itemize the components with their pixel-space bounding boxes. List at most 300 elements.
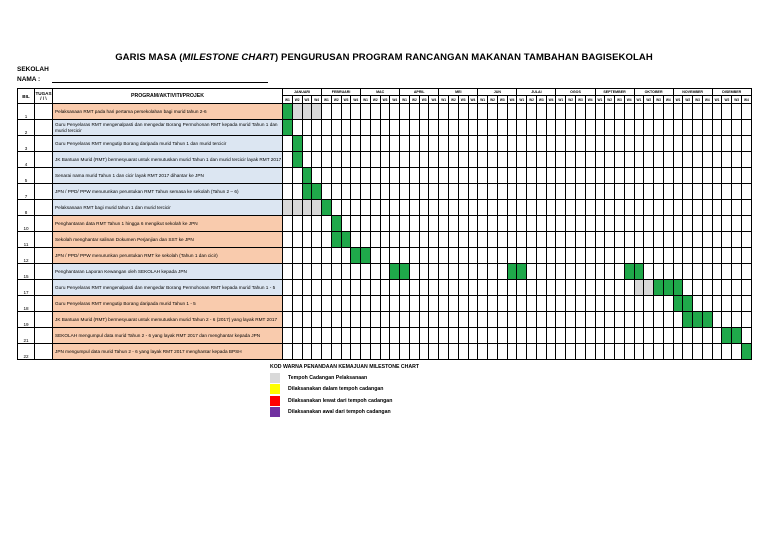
week-cell	[693, 280, 703, 296]
week-cell	[673, 152, 683, 168]
week-cell	[497, 280, 507, 296]
week-cell	[556, 232, 566, 248]
week-cell	[644, 280, 654, 296]
week-cell	[702, 216, 712, 232]
week-cell	[449, 280, 459, 296]
week-cell	[615, 280, 625, 296]
week-cell	[322, 136, 332, 152]
week-cell	[702, 152, 712, 168]
week-cell	[331, 312, 341, 328]
week-cell	[741, 328, 751, 344]
week-cell	[722, 216, 732, 232]
week-cell	[683, 312, 693, 328]
week-cell	[429, 168, 439, 184]
week-cell	[468, 264, 478, 280]
week-header: W3	[341, 96, 351, 104]
week-cell	[732, 184, 742, 200]
week-cell	[302, 168, 312, 184]
month-header: OKTOBER	[634, 89, 673, 96]
week-cell	[400, 200, 410, 216]
week-cell	[654, 152, 664, 168]
row-program: Guru Penyelaras RMT mengenalpasti dan mengedar Borang Permohonan RMT kepada murid Tahun 1 - 5	[53, 280, 283, 296]
row-bil: 1	[18, 104, 35, 120]
week-cell	[439, 280, 449, 296]
week-cell	[605, 344, 615, 360]
week-cell	[302, 200, 312, 216]
week-cell	[605, 248, 615, 264]
week-cell	[683, 264, 693, 280]
week-cell	[497, 120, 507, 136]
week-cell	[302, 248, 312, 264]
week-cell	[331, 136, 341, 152]
week-cell	[722, 136, 732, 152]
week-cell	[458, 104, 468, 120]
week-cell	[722, 200, 732, 216]
week-cell	[536, 152, 546, 168]
week-cell	[693, 296, 703, 312]
week-cell	[673, 248, 683, 264]
week-cell	[478, 344, 488, 360]
week-cell	[341, 168, 351, 184]
week-cell	[361, 344, 371, 360]
week-cell	[585, 312, 595, 328]
week-cell	[292, 280, 302, 296]
week-cell	[419, 328, 429, 344]
week-cell	[693, 200, 703, 216]
week-cell	[449, 312, 459, 328]
week-header: W1	[322, 96, 332, 104]
week-cell	[556, 120, 566, 136]
week-cell	[429, 152, 439, 168]
week-cell	[615, 152, 625, 168]
week-cell	[517, 184, 527, 200]
week-cell	[556, 296, 566, 312]
week-header: W4	[741, 96, 751, 104]
week-header: W1	[712, 96, 722, 104]
week-cell	[361, 328, 371, 344]
week-cell	[458, 152, 468, 168]
week-cell	[654, 136, 664, 152]
week-cell	[556, 152, 566, 168]
week-cell	[605, 104, 615, 120]
week-cell	[341, 200, 351, 216]
week-cell	[693, 312, 703, 328]
nama-underline	[52, 82, 268, 83]
week-cell	[712, 200, 722, 216]
week-cell	[605, 216, 615, 232]
week-cell	[712, 216, 722, 232]
week-cell	[634, 328, 644, 344]
week-cell	[409, 280, 419, 296]
table-row	[18, 248, 752, 264]
week-cell	[312, 264, 322, 280]
week-cell	[449, 344, 459, 360]
week-cell	[536, 168, 546, 184]
week-cell	[615, 136, 625, 152]
week-cell	[722, 168, 732, 184]
week-cell	[390, 280, 400, 296]
week-cell	[624, 264, 634, 280]
week-cell	[312, 296, 322, 312]
week-cell	[468, 152, 478, 168]
week-cell	[546, 264, 556, 280]
row-bil: 22	[18, 344, 35, 360]
row-program: Pelaksanaan RMT pada hari pertama persekolahan bagi murid tahun 2-6	[53, 104, 283, 120]
week-cell	[663, 152, 673, 168]
week-cell	[605, 200, 615, 216]
week-cell	[458, 120, 468, 136]
week-cell	[312, 120, 322, 136]
week-cell	[634, 232, 644, 248]
week-cell	[644, 312, 654, 328]
week-cell	[478, 280, 488, 296]
week-cell	[370, 152, 380, 168]
week-cell	[341, 232, 351, 248]
week-cell	[722, 296, 732, 312]
week-cell	[478, 312, 488, 328]
week-cell	[624, 216, 634, 232]
row-program: Guru Penyelaras RMT mengutip Borang daripada murid Tahun 1 dan murid tercicir	[53, 136, 283, 152]
week-cell	[624, 344, 634, 360]
week-cell	[683, 184, 693, 200]
week-cell	[341, 264, 351, 280]
week-cell	[712, 232, 722, 248]
week-cell	[312, 328, 322, 344]
week-cell	[390, 200, 400, 216]
week-cell	[546, 168, 556, 184]
milestone-table	[17, 88, 752, 360]
week-cell	[497, 216, 507, 232]
week-cell	[585, 152, 595, 168]
week-cell	[497, 312, 507, 328]
week-cell	[595, 312, 605, 328]
title-prefix: GARIS MASA (	[115, 52, 183, 63]
week-cell	[351, 248, 361, 264]
week-cell	[517, 152, 527, 168]
week-cell	[400, 280, 410, 296]
week-cell	[322, 120, 332, 136]
month-header: FEBRUARI	[322, 89, 361, 96]
week-cell	[615, 216, 625, 232]
week-cell	[595, 200, 605, 216]
week-cell	[341, 312, 351, 328]
week-cell	[341, 328, 351, 344]
week-cell	[624, 136, 634, 152]
week-header: W2	[409, 96, 419, 104]
week-cell	[654, 168, 664, 184]
week-header: W4	[546, 96, 556, 104]
week-cell	[312, 344, 322, 360]
week-cell	[517, 344, 527, 360]
week-cell	[370, 168, 380, 184]
week-cell	[566, 232, 576, 248]
week-cell	[429, 264, 439, 280]
week-cell	[732, 344, 742, 360]
week-cell	[507, 344, 517, 360]
week-cell	[585, 280, 595, 296]
week-cell	[585, 232, 595, 248]
week-cell	[283, 168, 293, 184]
week-cell	[634, 168, 644, 184]
week-cell	[419, 264, 429, 280]
week-cell	[302, 312, 312, 328]
week-cell	[478, 328, 488, 344]
week-cell	[390, 328, 400, 344]
week-cell	[449, 264, 459, 280]
week-cell	[302, 104, 312, 120]
week-cell	[654, 232, 664, 248]
week-cell	[556, 216, 566, 232]
week-cell	[458, 136, 468, 152]
week-cell	[409, 152, 419, 168]
week-header: W4	[663, 96, 673, 104]
week-cell	[507, 184, 517, 200]
week-cell	[673, 216, 683, 232]
week-cell	[429, 120, 439, 136]
week-cell	[312, 152, 322, 168]
week-cell	[341, 184, 351, 200]
week-cell	[673, 312, 683, 328]
week-cell	[361, 264, 371, 280]
week-cell	[439, 200, 449, 216]
week-cell	[419, 184, 429, 200]
week-cell	[400, 152, 410, 168]
week-cell	[527, 200, 537, 216]
week-cell	[615, 200, 625, 216]
week-cell	[370, 120, 380, 136]
week-cell	[712, 184, 722, 200]
week-cell	[390, 216, 400, 232]
week-cell	[497, 136, 507, 152]
week-cell	[615, 248, 625, 264]
week-cell	[683, 200, 693, 216]
week-cell	[341, 104, 351, 120]
week-header: W3	[575, 96, 585, 104]
week-cell	[390, 296, 400, 312]
week-cell	[644, 120, 654, 136]
week-cell	[741, 136, 751, 152]
week-cell	[497, 232, 507, 248]
week-cell	[478, 248, 488, 264]
week-cell	[468, 184, 478, 200]
week-cell	[322, 312, 332, 328]
row-program: JPN / PPD/ PPW menurunkan peruntukan RMT ke sekolah (Tahun 1 dan cicir)	[53, 248, 283, 264]
week-cell	[341, 280, 351, 296]
week-cell	[673, 136, 683, 152]
legend-item	[270, 395, 419, 407]
table-row	[18, 184, 752, 200]
week-cell	[644, 184, 654, 200]
week-cell	[702, 248, 712, 264]
week-cell	[283, 120, 293, 136]
week-cell	[370, 312, 380, 328]
week-cell	[283, 200, 293, 216]
legend-title: KOD WARNA PENANDAAN KEMAJUAN MILESTONE CHART	[270, 364, 419, 370]
week-cell	[634, 216, 644, 232]
week-cell	[536, 184, 546, 200]
month-header: NOVEMBER	[673, 89, 712, 96]
week-cell	[546, 328, 556, 344]
week-cell	[595, 296, 605, 312]
week-cell	[732, 312, 742, 328]
week-cell	[478, 264, 488, 280]
week-cell	[312, 168, 322, 184]
week-cell	[302, 328, 312, 344]
week-header: W1	[400, 96, 410, 104]
week-cell	[663, 216, 673, 232]
week-cell	[341, 344, 351, 360]
week-cell	[595, 120, 605, 136]
week-cell	[722, 184, 732, 200]
week-cell	[575, 168, 585, 184]
week-cell	[331, 104, 341, 120]
week-cell	[644, 328, 654, 344]
legend-label: Dilaksanakan dalam tempoh cadangan	[288, 386, 384, 393]
week-cell	[488, 296, 498, 312]
week-cell	[722, 328, 732, 344]
sekolah-label: SEKOLAH	[17, 66, 49, 73]
week-header: W3	[497, 96, 507, 104]
week-cell	[302, 152, 312, 168]
week-cell	[370, 200, 380, 216]
week-cell	[419, 296, 429, 312]
week-cell	[644, 296, 654, 312]
week-cell	[702, 184, 712, 200]
week-cell	[556, 184, 566, 200]
week-cell	[497, 168, 507, 184]
week-cell	[292, 248, 302, 264]
week-header: W4	[390, 96, 400, 104]
week-cell	[634, 152, 644, 168]
week-cell	[302, 344, 312, 360]
week-cell	[361, 248, 371, 264]
week-cell	[341, 152, 351, 168]
week-cell	[702, 328, 712, 344]
week-cell	[390, 312, 400, 328]
week-cell	[351, 232, 361, 248]
week-header: W3	[536, 96, 546, 104]
week-cell	[624, 168, 634, 184]
week-cell	[283, 152, 293, 168]
week-cell	[673, 296, 683, 312]
week-cell	[693, 104, 703, 120]
legend	[270, 364, 419, 418]
week-cell	[634, 104, 644, 120]
week-cell	[390, 248, 400, 264]
week-cell	[331, 296, 341, 312]
week-cell	[468, 344, 478, 360]
week-cell	[449, 328, 459, 344]
week-cell	[693, 168, 703, 184]
week-cell	[468, 312, 478, 328]
week-cell	[458, 328, 468, 344]
week-cell	[429, 328, 439, 344]
week-header: W3	[693, 96, 703, 104]
week-header: W2	[722, 96, 732, 104]
week-cell	[663, 200, 673, 216]
table-row	[18, 232, 752, 248]
week-cell	[380, 248, 390, 264]
row-bil: 19	[18, 312, 35, 328]
week-cell	[702, 120, 712, 136]
week-cell	[624, 200, 634, 216]
table-row	[18, 168, 752, 184]
week-cell	[654, 200, 664, 216]
week-cell	[517, 264, 527, 280]
week-cell	[527, 168, 537, 184]
week-cell	[702, 104, 712, 120]
week-header: W2	[370, 96, 380, 104]
row-bil: 18	[18, 296, 35, 312]
week-cell	[449, 168, 459, 184]
week-cell	[478, 104, 488, 120]
week-header: W3	[419, 96, 429, 104]
row-bil: 12	[18, 248, 35, 264]
week-cell	[497, 200, 507, 216]
week-cell	[370, 248, 380, 264]
week-cell	[683, 136, 693, 152]
week-cell	[419, 280, 429, 296]
week-cell	[732, 232, 742, 248]
week-cell	[331, 232, 341, 248]
week-cell	[400, 232, 410, 248]
week-cell	[722, 104, 732, 120]
week-cell	[536, 232, 546, 248]
week-cell	[351, 168, 361, 184]
week-cell	[546, 232, 556, 248]
week-header: W1	[283, 96, 293, 104]
week-cell	[331, 264, 341, 280]
week-cell	[400, 248, 410, 264]
week-cell	[741, 344, 751, 360]
week-cell	[527, 136, 537, 152]
week-cell	[488, 312, 498, 328]
week-cell	[556, 168, 566, 184]
week-cell	[380, 344, 390, 360]
bil-header: BIL	[18, 89, 35, 104]
week-cell	[536, 344, 546, 360]
week-cell	[712, 120, 722, 136]
week-cell	[575, 232, 585, 248]
week-cell	[409, 136, 419, 152]
week-cell	[566, 168, 576, 184]
week-header: W2	[527, 96, 537, 104]
week-cell	[302, 184, 312, 200]
week-cell	[458, 216, 468, 232]
week-header: W2	[449, 96, 459, 104]
week-cell	[312, 280, 322, 296]
week-cell	[400, 328, 410, 344]
week-cell	[546, 136, 556, 152]
week-cell	[575, 152, 585, 168]
week-cell	[527, 264, 537, 280]
week-cell	[644, 168, 654, 184]
week-cell	[663, 168, 673, 184]
week-cell	[654, 184, 664, 200]
week-cell	[634, 280, 644, 296]
week-cell	[468, 296, 478, 312]
week-cell	[595, 216, 605, 232]
week-cell	[292, 152, 302, 168]
week-cell	[283, 264, 293, 280]
week-cell	[497, 296, 507, 312]
week-cell	[683, 232, 693, 248]
week-cell	[312, 232, 322, 248]
week-cell	[409, 248, 419, 264]
week-cell	[341, 248, 351, 264]
row-bil: 8	[18, 200, 35, 216]
week-cell	[361, 232, 371, 248]
